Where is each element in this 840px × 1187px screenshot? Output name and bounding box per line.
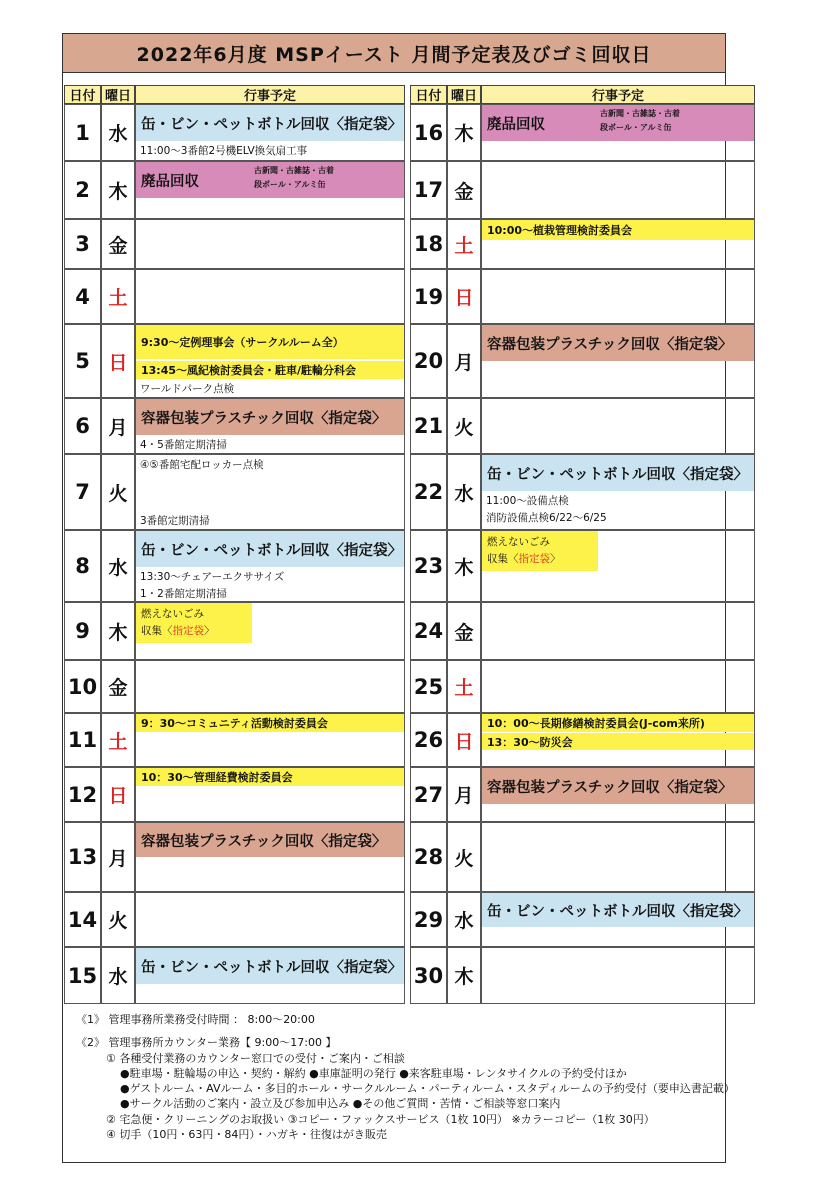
events-cell (135, 324, 405, 398)
weekday-label: 月 (447, 324, 481, 398)
events-cell (481, 219, 755, 269)
event-text: 13：30～防災会 (487, 735, 573, 749)
event-text: 缶・ビン・ペットボトル回収〈指定袋〉 (141, 542, 402, 559)
events-cell (135, 947, 405, 1004)
event-band (482, 768, 754, 804)
day-row (64, 892, 405, 947)
day-number: 17 (410, 161, 447, 219)
day-row (410, 398, 755, 454)
day-row (64, 454, 405, 530)
table-header (410, 85, 755, 104)
day-row (410, 822, 755, 892)
event-band (136, 162, 404, 198)
day-number: 30 (410, 947, 447, 1004)
office-info-line: ② 宅急便・クリーニングのお取扱い ③コピー・ファックスサービス（1枚 10円） ※カラーコピー（1枚 30円） (106, 1112, 655, 1126)
events-cell (135, 104, 405, 161)
event-subtext-line: 段ボール・アルミ缶 (254, 180, 326, 189)
event-band (482, 325, 754, 361)
day-row (64, 161, 405, 219)
events-cell (481, 822, 755, 892)
day-row (64, 324, 405, 398)
day-row (64, 660, 405, 713)
event-band (136, 325, 404, 359)
events-cell (135, 219, 405, 269)
calendar-left-half (64, 85, 408, 1000)
day-number: 23 (410, 530, 447, 602)
event-band (482, 220, 754, 240)
day-row (410, 454, 755, 530)
event-band (136, 105, 404, 141)
event-text-line2 (487, 551, 561, 568)
weekday-label: 土 (101, 269, 135, 324)
day-row (410, 530, 755, 602)
office-info-line: 《2》 管理事務所カウンター業務【 9:00～17:00 】 (76, 1036, 337, 1050)
events-cell (135, 398, 405, 454)
day-number: 25 (410, 660, 447, 713)
day-row (64, 713, 405, 767)
header-events: 行事予定 (135, 85, 405, 104)
weekday-label: 日 (447, 269, 481, 324)
events-cell (481, 713, 755, 767)
events-cell (135, 530, 405, 602)
events-cell (481, 602, 755, 660)
event-text: 容器包装プラスチック回収〈指定袋〉 (487, 336, 733, 353)
header-day: 日付 (410, 85, 447, 104)
weekday-label: 水 (447, 454, 481, 530)
event-text: 缶・ビン・ペットボトル回収〈指定袋〉 (141, 959, 402, 976)
event-band (482, 105, 754, 141)
event-note: 4・5番館定期清掃 (140, 439, 227, 451)
weekday-label: 土 (447, 219, 481, 269)
event-text: 燃えないごみ (487, 536, 550, 548)
office-info-line: ●サークル活動のご案内・設立及び参加申込み ●その他ご質問・苦情・ご相談等窓口案内 (120, 1097, 561, 1111)
day-row (64, 530, 405, 602)
events-cell (481, 530, 755, 602)
events-cell (481, 660, 755, 713)
event-band (136, 361, 404, 379)
day-number: 8 (64, 530, 101, 602)
event-note: 11:00～設備点検 (486, 495, 569, 507)
events-cell (481, 324, 755, 398)
weekday-label: 土 (447, 660, 481, 713)
event-band (136, 531, 404, 567)
weekday-label: 日 (101, 767, 135, 822)
weekday-label: 金 (447, 602, 481, 660)
day-row (410, 892, 755, 947)
event-band (136, 823, 404, 857)
events-cell (481, 398, 755, 454)
day-number: 19 (410, 269, 447, 324)
event-band (136, 399, 404, 435)
events-cell (135, 269, 405, 324)
event-text-part: 収集〈 (487, 553, 519, 565)
day-number: 13 (64, 822, 101, 892)
event-text: 廃品回収 (487, 116, 545, 133)
events-cell (135, 660, 405, 713)
weekday-label: 金 (101, 660, 135, 713)
event-band (482, 531, 598, 571)
day-number: 2 (64, 161, 101, 219)
weekday-label: 火 (447, 398, 481, 454)
day-number: 5 (64, 324, 101, 398)
weekday-label: 木 (447, 947, 481, 1004)
event-text: 廃品回収 (141, 173, 199, 190)
day-number: 10 (64, 660, 101, 713)
event-text-part: 〉 (204, 625, 215, 637)
day-number: 15 (64, 947, 101, 1004)
day-row (410, 660, 755, 713)
weekday-label: 金 (101, 219, 135, 269)
day-number: 20 (410, 324, 447, 398)
office-info-line: ●駐車場・駐輪場の申込・契約・解約 ●車庫証明の発行 ●来客駐車場・レンタサイクルの予約受付ほか (120, 1066, 627, 1080)
weekday-label: 木 (447, 104, 481, 161)
day-number: 24 (410, 602, 447, 660)
day-row (64, 219, 405, 269)
events-cell (135, 161, 405, 219)
day-number: 28 (410, 822, 447, 892)
event-text: 缶・ビン・ペットボトル回収〈指定袋〉 (141, 116, 402, 133)
table-header (64, 85, 405, 104)
office-info (76, 1012, 735, 1142)
day-row (410, 324, 755, 398)
day-row (410, 269, 755, 324)
day-number: 1 (64, 104, 101, 161)
day-number: 18 (410, 219, 447, 269)
weekday-label: 火 (101, 454, 135, 530)
events-cell (481, 892, 755, 947)
event-band (482, 893, 754, 927)
event-text-line2 (141, 623, 215, 640)
events-cell (135, 892, 405, 947)
event-text: 13:45～風紀検討委員会・駐車/駐輪分科会 (141, 364, 357, 377)
event-subtext-line: 古新聞・古雑誌・古着 (600, 109, 680, 118)
weekday-label: 火 (447, 822, 481, 892)
day-row (64, 269, 405, 324)
day-number: 14 (64, 892, 101, 947)
day-row (410, 602, 755, 660)
events-cell (135, 767, 405, 822)
weekday-label: 水 (447, 892, 481, 947)
event-text-part: 〉 (550, 553, 561, 565)
weekday-label: 月 (447, 767, 481, 822)
event-text-part: 収集〈 (141, 625, 173, 637)
weekday-label: 日 (101, 324, 135, 398)
day-number: 26 (410, 713, 447, 767)
events-cell (481, 161, 755, 219)
day-row (64, 822, 405, 892)
event-band (136, 768, 404, 786)
office-info-line: ④ 切手（10円・63円・84円）・ハガキ・往復はがき販売 (106, 1128, 387, 1142)
events-cell (481, 767, 755, 822)
day-number: 3 (64, 219, 101, 269)
event-subtext (600, 107, 680, 135)
event-text: 缶・ビン・ペットボトル回収〈指定袋〉 (487, 903, 748, 920)
weekday-label: 土 (101, 713, 135, 767)
day-number: 6 (64, 398, 101, 454)
office-info-line: ① 各種受付業務のカウンター窓口での受付・ご案内・ご相談 (106, 1051, 405, 1065)
event-band (136, 714, 404, 732)
event-note: 消防設備点検6/22～6/25 (486, 512, 607, 524)
event-text: 容器包装プラスチック回収〈指定袋〉 (141, 410, 387, 427)
office-info-line: 《1》 管理事務所業務受付時間 ： 8:00～20:00 (76, 1013, 315, 1026)
event-text: 9：30～コミュニティ活動検討委員会 (141, 717, 328, 730)
weekday-label: 日 (447, 713, 481, 767)
header-weekday: 曜日 (101, 85, 135, 104)
events-cell (481, 104, 755, 161)
day-row (410, 947, 755, 1004)
events-cell (135, 602, 405, 660)
day-row (410, 713, 755, 767)
weekday-label: 水 (101, 530, 135, 602)
event-text: 燃えないごみ (141, 608, 204, 620)
day-row (410, 219, 755, 269)
event-band (136, 603, 252, 643)
day-number: 12 (64, 767, 101, 822)
day-row (410, 161, 755, 219)
events-cell (481, 454, 755, 530)
day-row (410, 767, 755, 822)
weekday-label: 月 (101, 398, 135, 454)
event-text: 10：00～長期修繕検討委員会(J-com来所) (487, 717, 705, 730)
event-note: ワールドパーク点検 (140, 383, 235, 395)
header-events: 行事予定 (481, 85, 755, 104)
designated-bag-label: 指定袋 (518, 553, 550, 565)
day-number: 11 (64, 713, 101, 767)
day-row (410, 104, 755, 161)
day-row (64, 398, 405, 454)
events-cell (481, 947, 755, 1004)
event-text: 9:30～定例理事会（サークルルーム全） (141, 336, 344, 349)
event-band (482, 455, 754, 491)
office-info-line: ●ゲストルーム・AVルーム・多目的ホール・サークルルーム・パーティルーム・スタディルームの予約受付（要申込書記載） (120, 1082, 735, 1096)
weekday-label: 木 (101, 161, 135, 219)
event-band (482, 714, 754, 732)
event-text: 10：30～管理経費検討委員会 (141, 771, 293, 784)
event-note: 3番館定期清掃 (140, 515, 210, 527)
weekday-label: 水 (101, 104, 135, 161)
weekday-label: 水 (101, 947, 135, 1004)
weekday-label: 火 (101, 892, 135, 947)
event-note: 11:00～3番館2号機ELV換気扇工事 (140, 145, 308, 157)
day-number: 29 (410, 892, 447, 947)
events-cell (135, 822, 405, 892)
event-text: 容器包装プラスチック回収〈指定袋〉 (487, 779, 733, 796)
day-number: 27 (410, 767, 447, 822)
designated-bag-label: 指定袋 (172, 625, 204, 637)
header-day: 日付 (64, 85, 101, 104)
events-cell (481, 269, 755, 324)
event-text: 缶・ビン・ペットボトル回収〈指定袋〉 (487, 466, 748, 483)
day-row (64, 602, 405, 660)
event-subtext-line: 段ボール・アルミ缶 (600, 123, 672, 132)
weekday-label: 木 (447, 530, 481, 602)
day-number: 7 (64, 454, 101, 530)
day-number: 22 (410, 454, 447, 530)
day-row (64, 767, 405, 822)
event-band (482, 733, 754, 750)
day-number: 4 (64, 269, 101, 324)
event-band (136, 948, 404, 984)
event-text: 容器包装プラスチック回収〈指定袋〉 (141, 833, 387, 850)
day-row (64, 947, 405, 1004)
event-note: ④⑤番館宅配ロッカー点検 (140, 459, 264, 471)
header-weekday: 曜日 (447, 85, 481, 104)
event-subtext-line: 古新聞・古雑誌・古着 (254, 166, 334, 175)
events-cell (135, 713, 405, 767)
day-number: 16 (410, 104, 447, 161)
page-title: 2022年6月度 MSPイースト 月間予定表及びゴミ回収日 (62, 33, 726, 73)
event-text: 10:00～植栽管理検討委員会 (487, 224, 633, 237)
event-subtext (254, 164, 334, 192)
day-number: 9 (64, 602, 101, 660)
weekday-label: 月 (101, 822, 135, 892)
event-note: 13:30～チェアーエクササイズ (140, 571, 285, 583)
day-row (64, 104, 405, 161)
event-note: 1・2番館定期清掃 (140, 588, 227, 600)
events-cell (135, 454, 405, 530)
day-number: 21 (410, 398, 447, 454)
weekday-label: 木 (101, 602, 135, 660)
calendar-right-half (410, 85, 755, 1000)
weekday-label: 金 (447, 161, 481, 219)
